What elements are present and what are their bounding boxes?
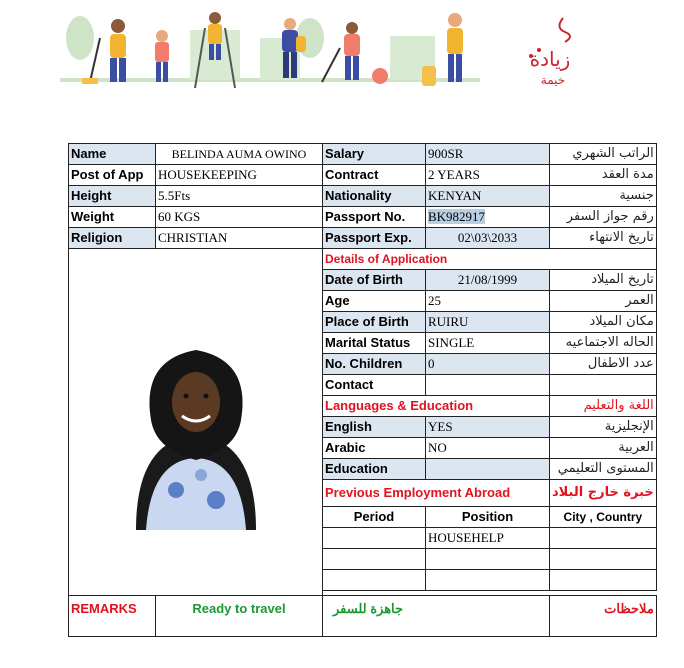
employment-position: HOUSEHELP <box>426 528 550 549</box>
employment-position <box>426 570 550 591</box>
city-country-column-header: City , Country <box>550 507 657 528</box>
dob-value: 21/08/1999 <box>426 270 550 291</box>
nationality-value: KENYAN <box>426 186 550 207</box>
contract-label-ar: مدة العقد <box>550 165 657 186</box>
marital-value: SINGLE <box>426 333 550 354</box>
passport-exp-label-ar: تاريخ الانتهاء <box>550 228 657 249</box>
education-value <box>426 459 550 480</box>
weight-label: Weight <box>69 207 156 228</box>
photo-cell <box>69 249 323 596</box>
applicant-photo <box>106 300 286 540</box>
post-value: HOUSEKEEPING <box>156 165 323 186</box>
pob-label: Place of Birth <box>323 312 426 333</box>
contract-value: 2 YEARS <box>426 165 550 186</box>
education-label-ar: المستوى التعليمي <box>550 459 657 480</box>
period-column-header: Period <box>323 507 426 528</box>
contact-value <box>426 375 550 396</box>
name-value: BELINDA AUMA OWINO <box>156 144 323 165</box>
salary-label-ar: الراتب الشهري <box>550 144 657 165</box>
contract-label: Contract <box>323 165 426 186</box>
arabic-label-ar: العربية <box>550 438 657 459</box>
height-label: Height <box>69 186 156 207</box>
languages-header-ar: اللغة والتعليم <box>550 396 657 417</box>
company-logo <box>515 14 585 89</box>
remarks-label-ar: ملاحظات <box>550 596 657 637</box>
height-value: 5.5Fts <box>156 186 323 207</box>
salary-value: 900SR <box>426 144 550 165</box>
employment-header-ar: خبرة خارج البلاد <box>550 480 657 507</box>
employment-city <box>550 549 657 570</box>
employment-header: Previous Employment Abroad <box>323 480 550 507</box>
pob-value: RUIRU <box>426 312 550 333</box>
nationality-label: Nationality <box>323 186 426 207</box>
application-details-header: Details of Application <box>323 249 657 270</box>
salary-label: Salary <box>323 144 426 165</box>
passport-exp-value: 02\03\2033 <box>426 228 550 249</box>
marital-label-ar: الحاله الاجتماعيه <box>550 333 657 354</box>
post-label: Post of App <box>69 165 156 186</box>
nationality-label-ar: جنسية <box>550 186 657 207</box>
languages-header: Languages & Education <box>323 396 550 417</box>
passport-label-ar: رقم جواز السفر <box>550 207 657 228</box>
passport-value: BK982917 <box>428 209 486 224</box>
employment-period <box>323 570 426 591</box>
age-label: Age <box>323 291 426 312</box>
english-label: English <box>323 417 426 438</box>
passport-label: Passport No. <box>323 207 426 228</box>
employment-period <box>323 549 426 570</box>
pob-label-ar: مكان الميلاد <box>550 312 657 333</box>
religion-value: CHRISTIAN <box>156 228 323 249</box>
age-label-ar: العمر <box>550 291 657 312</box>
cleaning-staff-banner <box>60 8 480 96</box>
arabic-label: Arabic <box>323 438 426 459</box>
logo-text: زيادة <box>529 47 571 71</box>
marital-label: Marital Status <box>323 333 426 354</box>
passport-exp-label: Passport Exp. <box>323 228 426 249</box>
employment-position <box>426 549 550 570</box>
religion-label: Religion <box>69 228 156 249</box>
weight-value: 60 KGS <box>156 207 323 228</box>
employment-city <box>550 570 657 591</box>
children-value: 0 <box>426 354 550 375</box>
cv-table <box>68 143 657 637</box>
arabic-value: NO <box>426 438 550 459</box>
contact-empty <box>550 375 657 396</box>
english-value: YES <box>426 417 550 438</box>
passport-value-cell <box>426 207 550 228</box>
logo-subtext: خيمة <box>540 73 566 87</box>
name-label: Name <box>69 144 156 165</box>
dob-label: Date of Birth <box>323 270 426 291</box>
children-label: No. Children <box>323 354 426 375</box>
children-label-ar: عدد الاطفال <box>550 354 657 375</box>
remarks-label: REMARKS <box>69 596 156 637</box>
position-column-header: Position <box>426 507 550 528</box>
english-label-ar: الإنجليزية <box>550 417 657 438</box>
education-label: Education <box>323 459 426 480</box>
dob-label-ar: تاريخ الميلاد <box>550 270 657 291</box>
remarks-value-ar: جاهزة للسفر <box>323 596 550 637</box>
employment-period <box>323 528 426 549</box>
employment-city <box>550 528 657 549</box>
contact-label: Contact <box>323 375 426 396</box>
remarks-value: Ready to travel <box>156 596 323 637</box>
age-value: 25 <box>426 291 550 312</box>
